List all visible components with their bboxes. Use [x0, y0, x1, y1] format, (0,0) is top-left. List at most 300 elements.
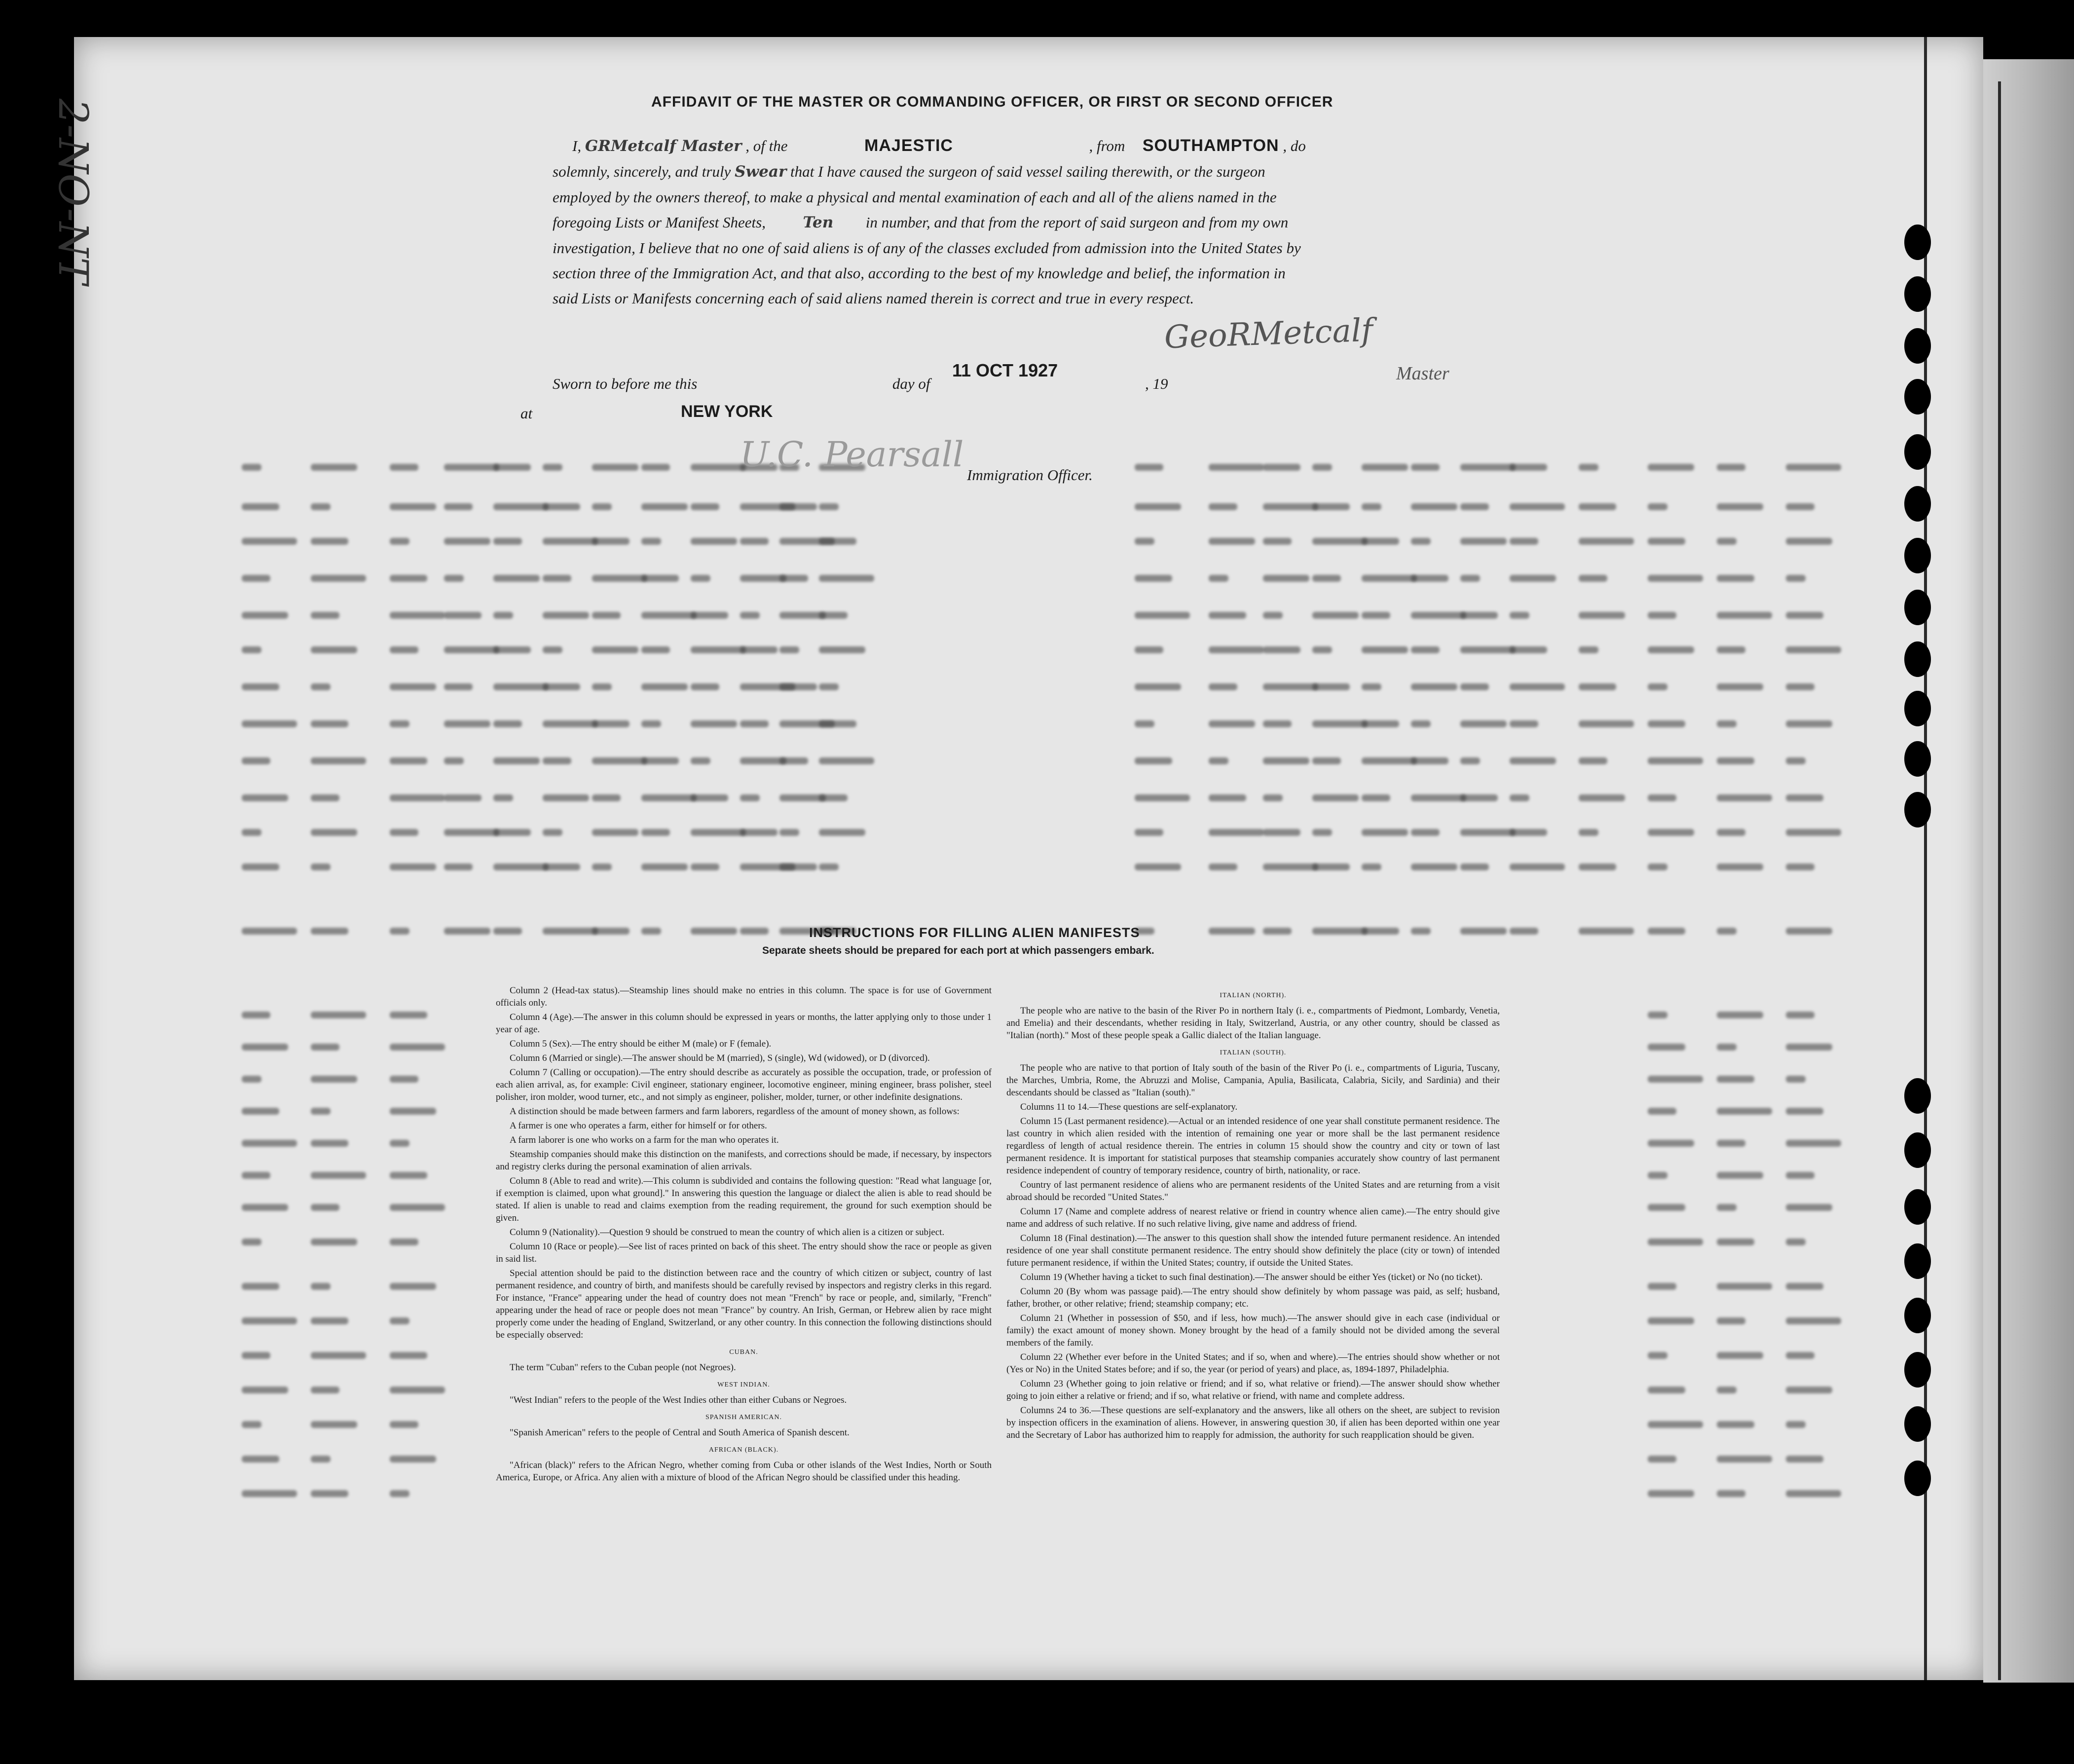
bleed-through-mark — [444, 683, 473, 690]
bleed-through-mark — [1362, 538, 1399, 545]
instruction-paragraph: Column 4 (Age).—The answer in this column should be expressed in years or months, the latter applying only to those under 1 year of age. — [496, 1012, 992, 1035]
bleed-through-mark — [1411, 863, 1457, 870]
instruction-heading: WEST INDIAN. — [717, 1381, 770, 1389]
bleed-through-mark — [691, 683, 719, 690]
immigration-officer-signature: U.C. Pearsall — [740, 434, 964, 475]
bleed-through-mark — [1717, 1490, 1745, 1497]
bleed-through-mark — [819, 538, 856, 545]
bleed-through-mark — [691, 757, 710, 764]
bleed-through-mark — [641, 612, 697, 619]
bleed-through-mark — [819, 794, 848, 801]
bleed-through-mark — [242, 1283, 279, 1290]
bleed-through-mark — [1648, 1456, 1676, 1463]
bleed-through-mark — [1135, 538, 1154, 545]
date-stamp: 11 OCT 1927 — [952, 360, 1058, 380]
bleed-through-mark — [242, 720, 297, 727]
bleed-through-mark — [1786, 1283, 1823, 1290]
bleed-through-mark — [779, 829, 799, 836]
bleed-through-mark — [1717, 1012, 1763, 1018]
bleed-through-mark — [444, 503, 473, 510]
bleed-through-mark — [1786, 1490, 1841, 1497]
bleed-through-mark — [1717, 612, 1772, 619]
bleed-through-mark — [242, 1108, 279, 1115]
bleed-through-mark — [1209, 503, 1237, 510]
bleed-through-mark — [543, 464, 562, 471]
sworn-line — [553, 375, 1168, 393]
bleed-through-mark — [1460, 464, 1516, 471]
bleed-through-mark — [1717, 1283, 1772, 1290]
bleed-through-mark — [1135, 612, 1190, 619]
bleed-through-mark — [740, 720, 769, 727]
bleed-through-mark — [1648, 575, 1703, 582]
bleed-through-mark — [1263, 863, 1318, 870]
instructions-title: INSTRUCTIONS FOR FILLING ALIEN MANIFESTS — [809, 925, 1140, 940]
bleed-through-mark — [242, 1076, 261, 1083]
affidavit-line-3: employed by the owners thereof, to make a physical and mental examination of each and all of the aliens named in the — [553, 188, 1277, 206]
bleed-through-mark — [311, 1140, 348, 1147]
bleed-through-mark — [641, 646, 670, 653]
bleed-through-mark — [1579, 683, 1616, 690]
bleed-through-mark — [1312, 757, 1341, 764]
bleed-through-mark — [1648, 829, 1694, 836]
bleed-through-mark — [1648, 1172, 1667, 1179]
bleed-through-mark — [1648, 720, 1685, 727]
bleed-through-mark — [1717, 1044, 1737, 1051]
bleed-through-mark — [242, 829, 261, 836]
bleed-through-mark — [1209, 794, 1246, 801]
bleed-through-mark — [1312, 829, 1332, 836]
bleed-through-mark — [1312, 646, 1332, 653]
bleed-through-mark — [1579, 503, 1616, 510]
bleed-through-mark — [740, 829, 778, 836]
bleed-through-mark — [1411, 928, 1431, 935]
bleed-through-mark — [1411, 503, 1457, 510]
bleed-through-mark — [592, 612, 621, 619]
bleed-through-mark — [740, 538, 769, 545]
bleed-through-mark — [1411, 575, 1448, 582]
bleed-through-mark — [1717, 575, 1754, 582]
bleed-through-mark — [1312, 612, 1359, 619]
bleed-through-mark — [1648, 1076, 1703, 1083]
punch-hole — [1904, 1461, 1931, 1496]
bleed-through-mark — [592, 683, 612, 690]
bleed-through-mark — [1263, 612, 1283, 619]
instruction-paragraph: "Spanish American" refers to the people of Central and South America of Spanish descent. — [510, 1427, 850, 1438]
bleed-through-mark — [1786, 794, 1823, 801]
instruction-paragraph: Column 17 (Name and complete address of nearest relative or friend in country whence alien came).—The entry should give name and address of such relative. If no such relative living, give name and address of friend. — [1006, 1206, 1500, 1229]
bleed-through-mark — [242, 794, 288, 801]
instruction-heading: AFRICAN (BLACK). — [708, 1446, 779, 1454]
bleed-through-mark — [1717, 503, 1763, 510]
bleed-through-mark — [819, 863, 839, 870]
bleed-through-mark — [1786, 464, 1841, 471]
bleed-through-mark — [1312, 575, 1341, 582]
master-signature-title: Master — [1396, 363, 1449, 384]
bleed-through-mark — [444, 720, 490, 727]
bleed-through-mark — [641, 683, 688, 690]
bleed-through-mark — [1786, 1108, 1823, 1115]
bleed-through-mark — [242, 646, 261, 653]
bleed-through-mark — [1312, 720, 1368, 727]
bleed-through-mark — [1135, 464, 1163, 471]
bleed-through-mark — [1362, 612, 1390, 619]
bleed-through-mark — [592, 503, 612, 510]
bleed-through-mark — [242, 1044, 288, 1051]
punch-hole — [1904, 691, 1931, 726]
bleed-through-mark — [390, 863, 436, 870]
instruction-heading: CUBAN. — [729, 1349, 758, 1356]
bleed-through-mark — [1510, 503, 1565, 510]
bleed-through-mark — [1135, 829, 1163, 836]
bleed-through-mark — [1312, 538, 1368, 545]
bleed-through-mark — [1411, 829, 1440, 836]
bleed-through-mark — [1786, 757, 1806, 764]
bleed-through-mark — [1717, 1076, 1754, 1083]
binding-line-outer — [1998, 81, 2001, 1680]
bleed-through-mark — [1579, 794, 1625, 801]
bleed-through-mark — [1717, 1317, 1745, 1324]
bleed-through-mark — [493, 538, 522, 545]
instruction-paragraph: Special attention should be paid to the distinction between race and the country of which citizen or subject, country of last permanent residence, and country of birth, and manifests should be carefully revised by inspectors and registry clerks in this regard. For instance, "France" appearing under the head of country does not mean "French" by race or people, and, similarly, "French" appearing under the head of race or people does not mean "France" by country. An Irish, German, or Hebrew alien by race might properly come under the heading of England, Switzerland, or any other country. In this connection the following distinctions should be especially observed: — [496, 1268, 992, 1340]
bleed-through-mark — [311, 1352, 366, 1359]
bleed-through-mark — [543, 863, 580, 870]
punch-hole — [1904, 1406, 1931, 1442]
bleed-through-mark — [1648, 1204, 1685, 1211]
bleed-through-mark — [1786, 683, 1815, 690]
instructions-left-column — [496, 984, 992, 1486]
bleed-through-mark — [691, 720, 737, 727]
bleed-through-mark — [1312, 683, 1350, 690]
bleed-through-mark — [779, 575, 808, 582]
instruction-paragraph: The people who are native to the basin of the River Po in northern Italy (i. e., compartments of Piedmont, Lombardy, Venetia, and Emelia) and their descendants, whether residing in Italy, Switzerland, Austria, or any other country, should be classed as "Italian (north)." Most of these people speak a Gallic dialect of the Italian language. — [1006, 1006, 1500, 1041]
bleed-through-mark — [444, 575, 464, 582]
bleed-through-mark — [1460, 538, 1507, 545]
bleed-through-mark — [1362, 683, 1381, 690]
bleed-through-mark — [1579, 612, 1625, 619]
bleed-through-mark — [390, 575, 427, 582]
bleed-through-mark — [1135, 863, 1181, 870]
bleed-through-mark — [691, 503, 719, 510]
bleed-through-mark — [493, 928, 522, 935]
bleed-through-mark — [691, 863, 719, 870]
punch-hole — [1904, 538, 1931, 573]
bleed-through-mark — [1135, 575, 1172, 582]
instruction-paragraph: Column 7 (Calling or occupation).—The entry should describe as accurately as possible the occupation, trade, or profession of each alien arrival, as, for example: Civil engineer, stationary engineer, locomotive engineer, mining engineer, brass polisher, steel polisher, iron molder, wood turner, etc., and not simply as engineer, polisher, molder, turner, or other indefinite designations. — [496, 1067, 992, 1102]
punch-hole — [1904, 1243, 1931, 1279]
bleed-through-mark — [311, 575, 366, 582]
bleed-through-mark — [1135, 503, 1181, 510]
bleed-through-mark — [1209, 575, 1228, 582]
bleed-through-mark — [1717, 757, 1754, 764]
bleed-through-mark — [1460, 794, 1498, 801]
bleed-through-mark — [1786, 646, 1841, 653]
bleed-through-mark — [1362, 928, 1399, 935]
bleed-through-mark — [1717, 683, 1763, 690]
bleed-through-mark — [311, 464, 357, 471]
bleed-through-mark — [242, 928, 297, 935]
instruction-paragraph: A farmer is one who operates a farm, either for himself or for others. — [510, 1121, 767, 1131]
bleed-through-mark — [390, 1044, 445, 1051]
bleed-through-mark — [1135, 720, 1154, 727]
bleed-through-mark — [1786, 1012, 1815, 1018]
bleed-through-mark — [1579, 720, 1634, 727]
bleed-through-mark — [1786, 503, 1815, 510]
bleed-through-mark — [819, 757, 874, 764]
bleed-through-mark — [691, 538, 737, 545]
bleed-through-mark — [592, 646, 638, 653]
bleed-through-mark — [1263, 503, 1318, 510]
bleed-through-mark — [493, 794, 513, 801]
bleed-through-mark — [390, 757, 427, 764]
punch-hole — [1904, 1132, 1931, 1168]
bleed-through-mark — [1717, 829, 1745, 836]
bleed-through-mark — [1579, 646, 1598, 653]
bleed-through-mark — [1786, 1352, 1815, 1359]
bleed-through-mark — [592, 829, 638, 836]
bleed-through-mark — [1312, 503, 1350, 510]
bleed-through-mark — [1362, 794, 1390, 801]
bleed-through-mark — [1263, 928, 1292, 935]
bleed-through-mark — [242, 683, 279, 690]
bleed-through-mark — [1717, 1456, 1772, 1463]
instruction-paragraph: The term "Cuban" refers to the Cuban people (not Negroes). — [510, 1362, 736, 1373]
bleed-through-mark — [1135, 757, 1172, 764]
bleed-through-mark — [1460, 646, 1516, 653]
bleed-through-mark — [819, 612, 848, 619]
bleed-through-mark — [1362, 464, 1408, 471]
bleed-through-mark — [1460, 683, 1489, 690]
master-name: GRMetcalf Master — [585, 137, 742, 155]
bleed-through-mark — [242, 575, 270, 582]
bleed-through-mark — [1460, 863, 1489, 870]
bleed-through-mark — [1648, 1239, 1703, 1245]
bleed-through-mark — [1411, 794, 1466, 801]
bleed-through-mark — [1717, 1172, 1763, 1179]
instruction-paragraph: Country of last permanent residence of aliens who are permanent residents of the United States and are returning from a visit abroad should be recorded "United States." — [1006, 1180, 1500, 1202]
bleed-through-mark — [1263, 829, 1300, 836]
bleed-through-mark — [779, 683, 817, 690]
bleed-through-mark — [1648, 1044, 1685, 1051]
bleed-through-mark — [242, 1387, 288, 1393]
bleed-through-mark — [592, 538, 630, 545]
bleed-through-mark — [444, 538, 490, 545]
bleed-through-mark — [1648, 928, 1685, 935]
place-stamp: NEW YORK — [681, 402, 773, 421]
bleed-through-mark — [493, 829, 531, 836]
vessel-name: MAJESTIC — [864, 136, 953, 155]
instruction-paragraph: Column 15 (Last permanent residence).—Actual or an intended residence of one year shall constitute permanent residence. The last country in which alien resided with the intention of remaining one year or more shall be the last permanent residence regardless of length of actual residence therein. The entries in column 15 should show the country and city or town of last permanent residence. It is important for statistical purposes that steamship companies accurately show country of last permanent residence independent of country of temporary residence, country of birth, nationality, or race. — [1006, 1116, 1500, 1176]
bleed-through-mark — [390, 794, 445, 801]
instruction-paragraph: Columns 11 to 14.—These questions are self-explanatory. — [1020, 1102, 1238, 1112]
bleed-through-mark — [390, 1352, 427, 1359]
bleed-through-mark — [691, 829, 746, 836]
bleed-through-mark — [1263, 538, 1292, 545]
bleed-through-mark — [543, 575, 571, 582]
bleed-through-mark — [641, 720, 661, 727]
bleed-through-mark — [390, 1204, 445, 1211]
bleed-through-mark — [1510, 612, 1529, 619]
bleed-through-mark — [1209, 683, 1237, 690]
bleed-through-mark — [740, 612, 760, 619]
affidavit-line-7: said Lists or Manifests concerning each of said aliens named therein is correct and true in every respect. — [553, 290, 1194, 307]
bleed-through-mark — [390, 1140, 409, 1147]
bleed-through-mark — [444, 863, 473, 870]
bleed-through-mark — [390, 928, 409, 935]
do-label: , do — [1283, 137, 1306, 154]
bleed-through-mark — [819, 503, 839, 510]
bleed-through-mark — [1362, 863, 1381, 870]
affidavit-line-2: solemnly, sincerely, and truly Swear that I have caused the surgeon of said vessel sailing therewith, or the surgeon — [553, 163, 1265, 181]
bleed-through-mark — [1648, 794, 1676, 801]
bleed-through-mark — [1209, 464, 1264, 471]
bleed-through-mark — [390, 1172, 427, 1179]
bleed-through-mark — [1648, 1317, 1694, 1324]
bleed-through-mark — [1717, 1421, 1754, 1428]
bleed-through-mark — [1648, 683, 1667, 690]
bleed-through-mark — [1263, 720, 1292, 727]
oath-word: Swear — [735, 163, 787, 181]
bleed-through-mark — [641, 538, 661, 545]
bleed-through-mark — [311, 757, 366, 764]
bleed-through-mark — [1786, 575, 1806, 582]
bleed-through-mark — [242, 1421, 261, 1428]
bleed-through-mark — [1648, 612, 1676, 619]
punch-hole — [1904, 1189, 1931, 1225]
bleed-through-mark — [242, 503, 279, 510]
bleed-through-mark — [311, 863, 331, 870]
bleed-through-mark — [1717, 1387, 1737, 1393]
from-label: , from — [1089, 137, 1125, 154]
punch-hole — [1904, 434, 1931, 470]
bleed-through-mark — [1411, 757, 1448, 764]
bleed-through-mark — [1460, 612, 1498, 619]
bleed-through-mark — [390, 1239, 418, 1245]
year-label: , 19 — [1145, 375, 1168, 392]
bleed-through-mark — [1648, 1283, 1676, 1290]
bleed-through-mark — [779, 757, 808, 764]
master-signature: GeoRMetcalf — [1163, 312, 1374, 356]
bleed-through-mark — [242, 464, 261, 471]
bleed-through-mark — [1648, 538, 1685, 545]
bleed-through-mark — [1263, 757, 1309, 764]
bleed-through-mark — [1312, 928, 1368, 935]
bleed-through-mark — [1717, 464, 1745, 471]
bleed-through-mark — [390, 503, 436, 510]
bleed-through-mark — [390, 612, 445, 619]
bleed-through-mark — [691, 794, 728, 801]
bleed-through-mark — [1510, 757, 1556, 764]
bleed-through-mark — [592, 464, 638, 471]
bleed-through-mark — [242, 863, 279, 870]
bleed-through-mark — [493, 464, 531, 471]
bleed-through-mark — [1135, 646, 1163, 653]
instruction-paragraph: Steamship companies should make this distinction on the manifests, and corrections should be made, if necessary, by inspectors and registry clerks during the personal examination of alien arrivals. — [496, 1149, 992, 1172]
bleed-through-mark — [1579, 928, 1634, 935]
bleed-through-mark — [543, 683, 580, 690]
bleed-through-mark — [779, 646, 799, 653]
bleed-through-mark — [242, 1012, 270, 1018]
at-label: at — [520, 405, 533, 422]
bleed-through-mark — [543, 829, 562, 836]
bleed-through-mark — [691, 464, 746, 471]
bleed-through-mark — [390, 683, 436, 690]
bleed-through-mark — [1648, 1352, 1667, 1359]
bleed-through-mark — [1411, 720, 1431, 727]
instruction-paragraph: "African (black)" refers to the African Negro, whether coming from Cuba or other islands of the West Indies, North or South America, Europe, or Africa. Any alien with a mixture of blood of the African Negro should be classified under this heading. — [496, 1460, 992, 1483]
bleed-through-mark — [311, 1421, 357, 1428]
bleed-through-mark — [390, 1421, 418, 1428]
bleed-through-mark — [390, 646, 418, 653]
bleed-through-mark — [641, 829, 670, 836]
bleed-through-mark — [543, 757, 571, 764]
bleed-through-mark — [1717, 794, 1772, 801]
bleed-through-mark — [390, 1456, 436, 1463]
bleed-through-mark — [242, 1456, 279, 1463]
instructions-right-column — [1006, 984, 1500, 1443]
handwritten-margin-note: 2-NO-NT — [49, 99, 96, 285]
bleed-through-mark — [1648, 1012, 1667, 1018]
affidavit-line-5: investigation, I believe that no one of said aliens is of any of the classes excluded from admission into the United States by — [553, 239, 1301, 257]
instruction-paragraph: Column 6 (Married or single).—The answer should be M (married), S (single), Wd (widowed), or D (divorced). — [510, 1053, 930, 1063]
bleed-through-mark — [819, 720, 856, 727]
bleed-through-mark — [1786, 1456, 1823, 1463]
bleed-through-mark — [1786, 829, 1841, 836]
bleed-through-mark — [311, 928, 348, 935]
punch-hole — [1904, 792, 1931, 827]
bleed-through-mark — [1648, 863, 1667, 870]
bleed-through-mark — [1786, 612, 1823, 619]
instruction-paragraph: Column 19 (Whether having a ticket to such final destination).—The answer should be either Yes (ticket) or No (no ticket). — [1020, 1272, 1483, 1282]
instruction-paragraph: Column 21 (Whether in possession of $50, and if less, how much).—The answer should give in each case (individual or family) the exact amount of money shown. Money brought by the head of a family should not be divided among the several members of the family. — [1006, 1313, 1500, 1348]
bleed-through-mark — [311, 1387, 339, 1393]
instruction-paragraph: Column 10 (Race or people).—See list of races printed on back of this sheet. The entry should show the race or people as given in said list. — [496, 1241, 992, 1264]
instructions-subtitle: Separate sheets should be prepared for each port at which passengers embark. — [762, 945, 1154, 956]
bleed-through-mark — [1717, 646, 1745, 653]
bleed-through-mark — [1411, 464, 1440, 471]
bleed-through-mark — [1648, 1108, 1676, 1115]
bleed-through-mark — [311, 1456, 331, 1463]
bleed-through-mark — [390, 1490, 409, 1497]
bleed-through-mark — [1460, 829, 1516, 836]
bleed-through-mark — [819, 683, 839, 690]
bleed-through-mark — [543, 928, 598, 935]
bleed-through-mark — [493, 683, 549, 690]
bleed-through-mark — [1209, 612, 1246, 619]
bleed-through-mark — [1786, 1204, 1832, 1211]
bleed-through-mark — [1510, 538, 1538, 545]
instruction-paragraph: Column 22 (Whether ever before in the United States; and if so, when and where).—The entries should show whether or not (Yes or No) in the United States before; and if so, the year (or period of years) and place, as, 1894-1897, Philadelphia. — [1006, 1352, 1500, 1375]
bleed-through-mark — [390, 1076, 418, 1083]
bleed-through-mark — [1717, 720, 1737, 727]
bleed-through-mark — [311, 829, 357, 836]
bleed-through-mark — [1579, 757, 1607, 764]
bleed-through-mark — [311, 794, 339, 801]
bleed-through-mark — [1460, 503, 1489, 510]
punch-hole — [1904, 276, 1931, 312]
punch-hole — [1904, 590, 1931, 625]
bleed-through-mark — [543, 503, 580, 510]
bleed-through-mark — [1786, 1140, 1841, 1147]
bleed-through-mark — [641, 794, 697, 801]
bleed-through-mark — [311, 683, 331, 690]
bleed-through-mark — [311, 1204, 339, 1211]
bleed-through-mark — [691, 575, 710, 582]
bleed-through-mark — [592, 928, 630, 935]
bleed-through-mark — [592, 863, 612, 870]
bleed-through-mark — [1362, 646, 1408, 653]
instruction-paragraph: Column 8 (Able to read and write).—This column is subdivided and contains the following question: "Read what language [or, if exemption is claimed, upon what ground]." In answering this question the language or dialect the alien is able to read should be stated. If alien is unable to read and claims exemption from the reading requirement, the ground for such exemption should be given. — [496, 1176, 992, 1223]
instruction-heading: ITALIAN (NORTH). — [1220, 992, 1287, 999]
